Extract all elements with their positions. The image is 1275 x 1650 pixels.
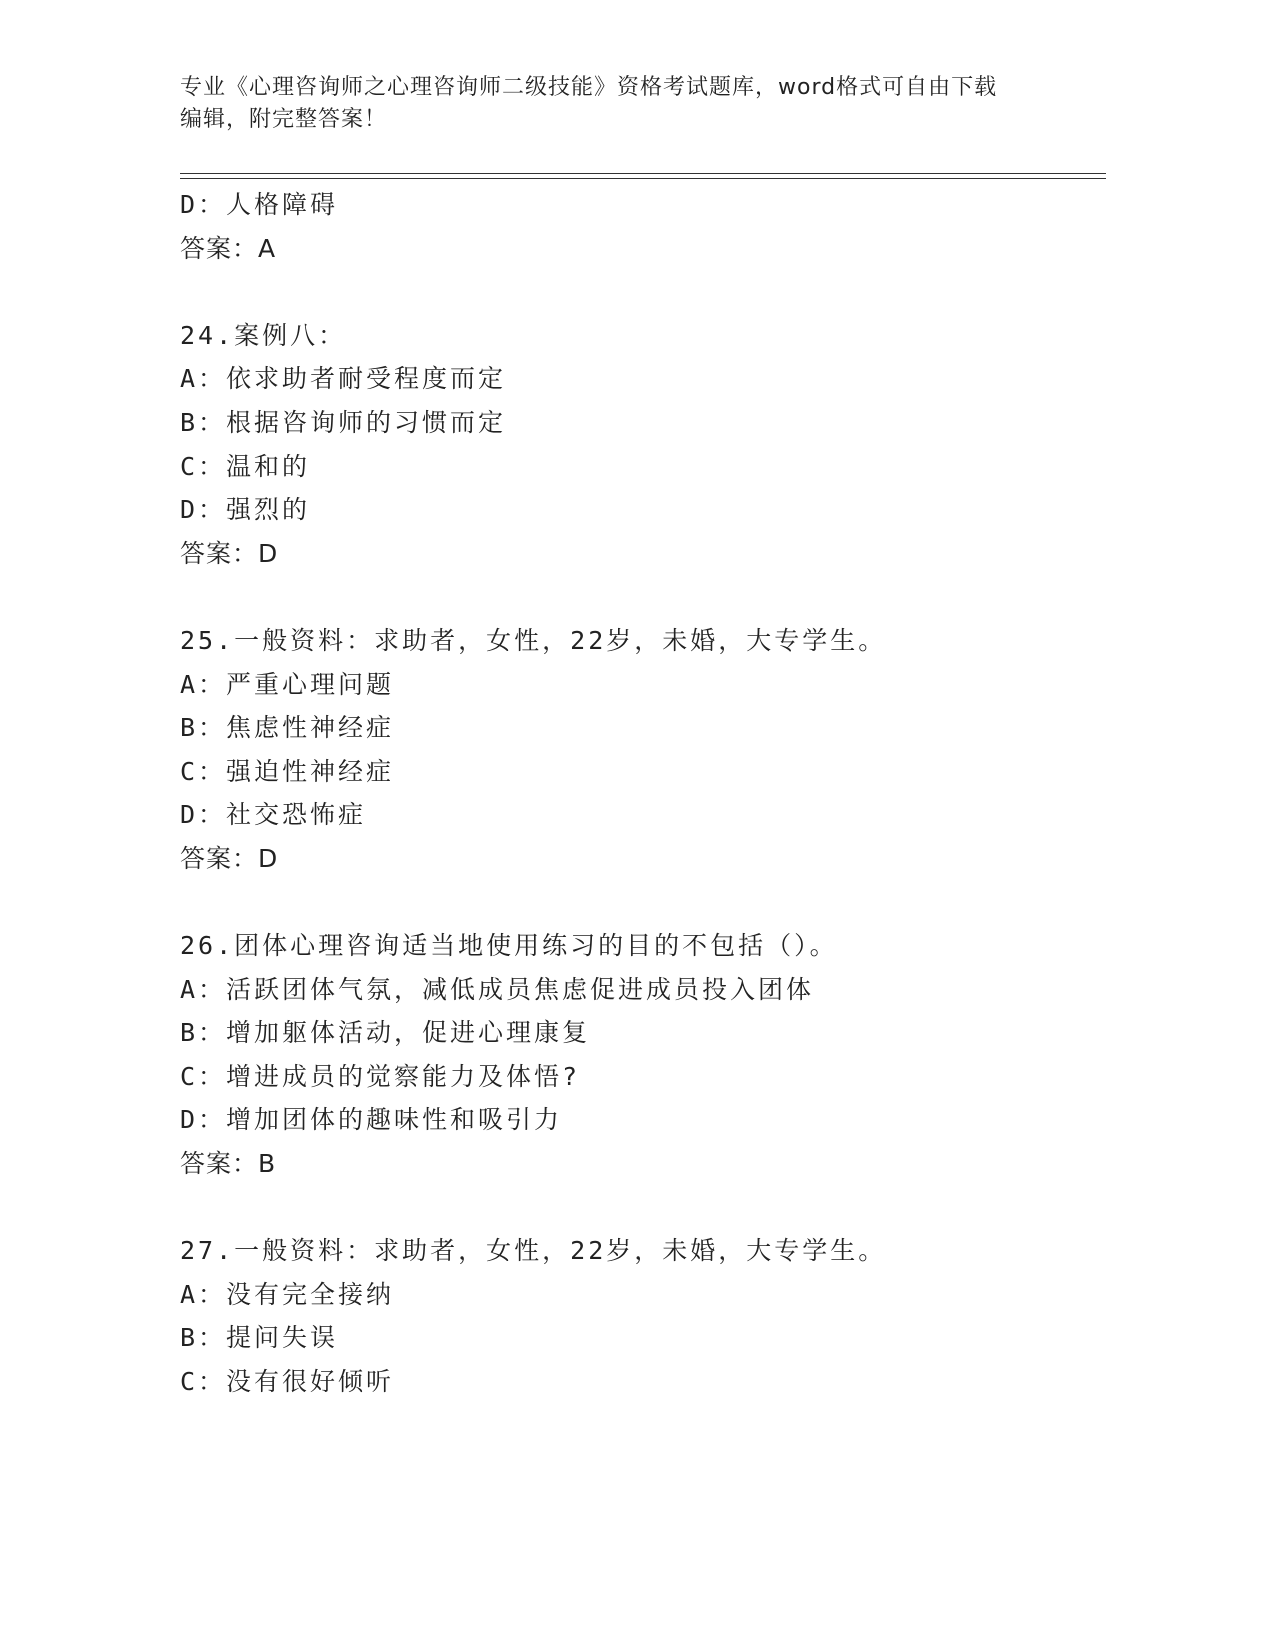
- answer: 答案：B: [180, 1149, 277, 1179]
- option-c: C：强迫性神经症: [180, 756, 395, 786]
- option-c: C：没有很好倾听: [180, 1367, 395, 1397]
- option-c: C：温和的: [180, 451, 311, 481]
- option-d: D：人格障碍: [180, 190, 339, 219]
- question-title: 25.一般资料：求助者，女性，22岁，未婚，大专学生。: [180, 625, 887, 655]
- option-d: D：社交恐怖症: [180, 800, 367, 830]
- option-b: B：提问失误: [180, 1323, 339, 1353]
- question-title: 26.团体心理咨询适当地使用练习的目的不包括（）。: [180, 931, 838, 961]
- option-a: A：活跃团体气氛，减低成员焦虑促进成员投入团体: [180, 974, 815, 1004]
- spacer: [180, 1186, 1080, 1230]
- spacer: [180, 270, 1080, 314]
- option-a: A：严重心理问题: [180, 669, 395, 699]
- option-b: B：焦虑性神经症: [180, 713, 395, 743]
- spacer: [180, 575, 1080, 619]
- question-list: [180, 183, 1080, 1404]
- header-line-1: 专业《心理咨询师之心理咨询师二级技能》资格考试题库，word格式可自由下载: [180, 75, 998, 100]
- answer: 答案：A: [180, 233, 277, 263]
- option-c: C：增进成员的觉察能力及体悟?: [180, 1061, 581, 1091]
- option-a: A：没有完全接纳: [180, 1279, 395, 1309]
- header-divider-top: [180, 173, 1106, 174]
- spacer: [180, 881, 1080, 925]
- question-25: [180, 619, 1080, 881]
- question-title: 24.案例八：: [180, 320, 347, 350]
- option-d: D：强烈的: [180, 495, 311, 525]
- document-header: [180, 72, 1040, 136]
- header-line-2: 编辑，附完整答案！: [180, 107, 388, 132]
- question-title: 27.一般资料：求助者，女性，22岁，未婚，大专学生。: [180, 1236, 887, 1266]
- question-24: [180, 314, 1080, 576]
- option-b: B：根据咨询师的习惯而定: [180, 407, 507, 437]
- answer: 答案：D: [180, 538, 279, 568]
- option-b: B：增加躯体活动，促进心理康复: [180, 1018, 591, 1048]
- question-27: [180, 1229, 1080, 1403]
- header-divider-bottom: [180, 178, 1106, 179]
- question-26: [180, 924, 1080, 1186]
- option-a: A：依求助者耐受程度而定: [180, 364, 507, 394]
- question-23: [180, 183, 1080, 270]
- option-d: D：增加团体的趣味性和吸引力: [180, 1105, 563, 1135]
- answer: 答案：D: [180, 843, 279, 873]
